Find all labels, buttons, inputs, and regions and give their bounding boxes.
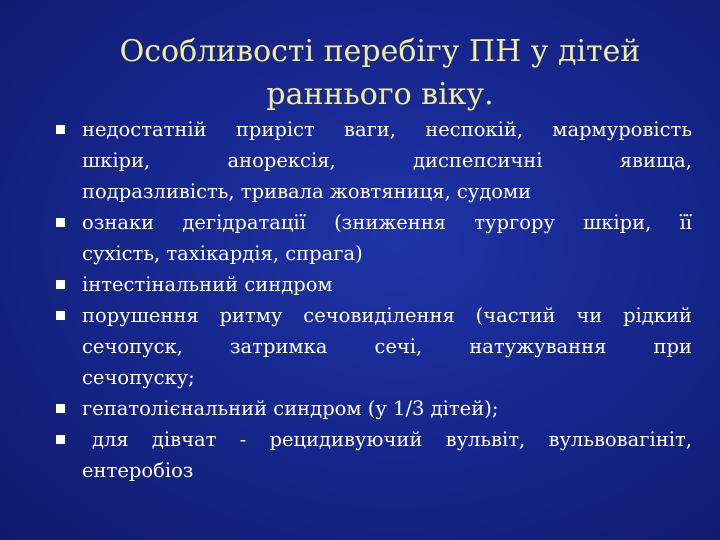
bullet-word: для	[92, 428, 129, 451]
bullet-line	[82, 176, 692, 207]
bullet-line	[82, 145, 692, 176]
bullet-line	[82, 424, 692, 455]
bullet-text: гепатолієнальний синдром (у 1/3 дітей);	[82, 397, 499, 420]
bullet-word: сечі,	[374, 335, 423, 358]
square-bullet-icon	[56, 311, 65, 320]
bullet-text: інтестінальний синдром	[82, 273, 333, 296]
bullet-word: вульвіт,	[445, 428, 526, 451]
bullet-word: шкіри,	[82, 149, 151, 172]
bullet-word: анорексія,	[227, 149, 336, 172]
bullet-line	[82, 331, 692, 362]
bullet-word: явища,	[619, 149, 692, 172]
bullet-line	[82, 362, 692, 393]
square-bullet-icon	[56, 218, 65, 227]
bullet-word: (зниження	[334, 211, 447, 234]
square-bullet-icon	[56, 404, 65, 413]
bullet-text: подразливість, тривала жовтяниця, судоми	[82, 180, 532, 203]
bullet-word: диспепсичні	[412, 149, 543, 172]
bullet-word: -	[239, 428, 247, 451]
bullet-word: дегідратації	[182, 211, 306, 234]
bullet-word: дівчат	[151, 428, 217, 451]
bullet-word: затримка	[229, 335, 328, 358]
bullet-word: неспокій,	[425, 118, 524, 141]
bullet-item	[56, 300, 692, 393]
bullet-word: приріст	[235, 118, 315, 141]
bullet-word: вульвовагініт,	[548, 428, 692, 451]
bullet-word: ваги,	[343, 118, 397, 141]
bullet-word: рідкий	[623, 304, 692, 327]
bullet-line	[82, 455, 692, 486]
bullet-word: порушення	[82, 304, 199, 327]
bullet-item	[56, 424, 692, 486]
bullet-word: її	[679, 211, 692, 234]
bullet-line	[82, 238, 692, 269]
bullet-word: (частий	[475, 304, 556, 327]
square-bullet-icon	[56, 125, 65, 134]
bullet-item	[56, 393, 692, 424]
bullet-text: ентеробіоз	[82, 459, 194, 482]
slide-title-line-1: Особливості перебігу ПН у дітей	[119, 34, 641, 69]
bullet-line	[82, 114, 692, 145]
bullet-word: сечопуск,	[82, 335, 183, 358]
slide-title-line-2: раннього віку.	[266, 77, 494, 112]
bullet-item	[56, 207, 692, 269]
bullet-line	[82, 393, 692, 424]
bullet-text: сухість, тахікардія, спрага)	[82, 242, 363, 265]
bullet-word: сечовиділення	[303, 304, 455, 327]
bullet-word: рецидивуючий	[269, 428, 423, 451]
bullet-item	[56, 269, 692, 300]
bullet-line	[82, 300, 692, 331]
bullet-word: мармуровість	[552, 118, 692, 141]
slide-title	[60, 30, 700, 116]
bullet-text: сечопуску;	[82, 366, 195, 389]
bullet-item	[56, 114, 692, 207]
bullet-word: недостатній	[82, 118, 207, 141]
bullet-list	[56, 114, 692, 486]
bullet-word: ритму	[219, 304, 283, 327]
bullet-word: чи	[576, 304, 603, 327]
bullet-word: при	[653, 335, 692, 358]
bullet-word: натужування	[469, 335, 607, 358]
bullet-word: ознаки	[82, 211, 155, 234]
square-bullet-icon	[56, 435, 65, 444]
bullet-line	[82, 207, 692, 238]
bullet-word: тургору	[474, 211, 555, 234]
square-bullet-icon	[56, 280, 65, 289]
bullet-line	[82, 269, 692, 300]
bullet-word: шкіри,	[583, 211, 652, 234]
